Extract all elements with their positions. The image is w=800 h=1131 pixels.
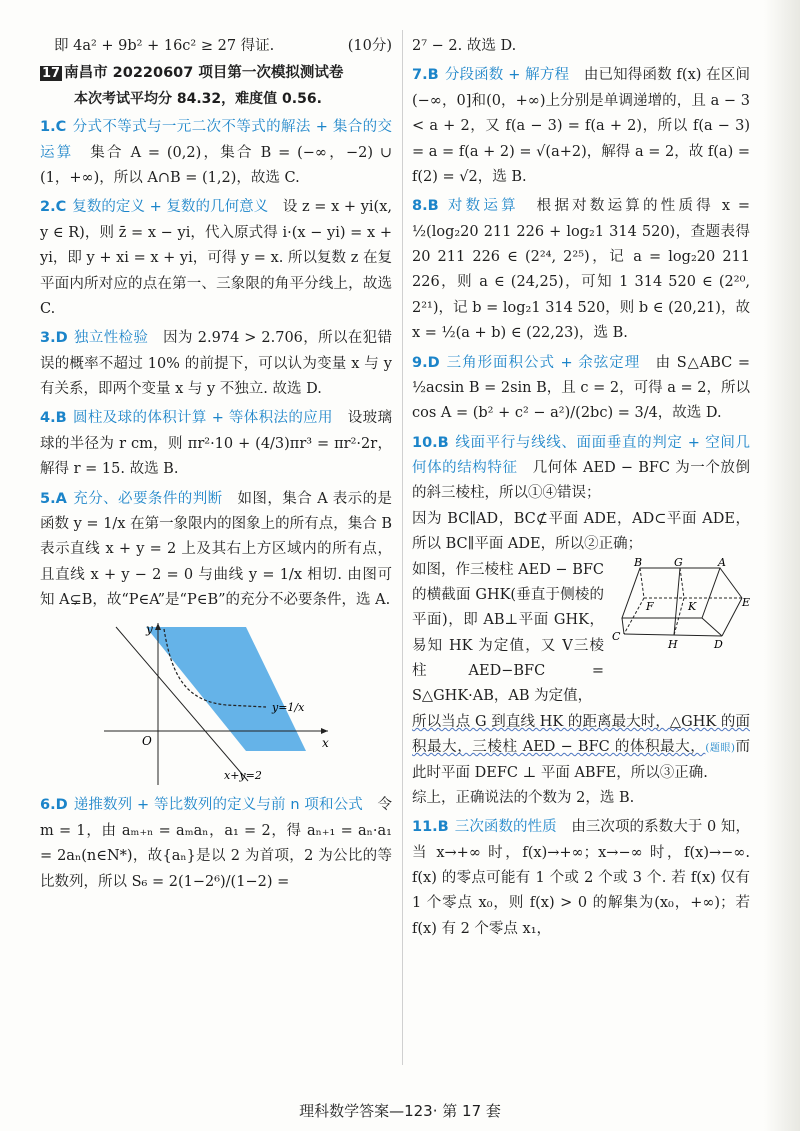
answer-number: 9.D [412,354,440,371]
answer-10 [412,431,750,507]
prism-top-face [622,568,720,618]
answer-topic: 对数运算 [444,198,519,215]
answer-10-key-step: 所以当点 G 到直线 HK 的距离最大时，△GHK 的面积最大，三棱柱 AED − BFC 的体积最大， [412,713,750,756]
answer-1 [40,115,392,191]
answer-10-summary: 综上，正确说法的个数为 2，选 B. [412,789,635,806]
answer-topic: 三次函数的性质 [454,819,557,836]
vertex-H: H [668,637,678,650]
right-column [412,34,750,942]
answer-3 [40,326,392,402]
prev-proof-line [40,34,392,59]
answer-number: 8.B [412,198,439,215]
answer-topic: 分段函数 + 解方程 [444,67,570,84]
page-footer: 理科数学答案—123· 第 17 套 [299,1102,501,1120]
section-edge [680,568,684,598]
answer-8 [412,194,750,346]
prism-edge [722,598,742,636]
region-graph [96,619,336,789]
answer-text: 根据对数运算的性质得 x = ½(log₂20 211 226 + log₂1 314 520)，查题表得 20 211 226 ∈ (2²⁴, 2²⁵)，记 a = log₂20 211 226，则 a ∈ (24,25)，可知 1 314 520 ∈ (2²⁰, 2²¹)，记 b = log₂1 314 520，则 b ∈ (20,21)，故 x = ½(a + b) ∈ (22,23)，选 B. [412,198,751,342]
answer-text: 因为 2.974 > 2.706，所以在犯错误的概率不超过 10% 的前提下，可以认为变量 x 与 y 有关系，即两个变量 x 与 y 不独立. 故选 D. [40,330,393,397]
answer-number: 6.D [40,797,68,814]
vertex-D: D [714,637,723,650]
answer-10-para-2: 因为 BC∥AD，BC⊄平面 ADE，AD⊂平面 ADE，所以 BC∥平面 ADE，所以②正确； [412,510,750,553]
answer-topic: 复数的定义 + 复数的几何意义 [72,199,269,216]
prism-edge [624,634,722,636]
proof-conclusion: 即 4a² + 9b² + 16c² ≥ 27 得证. [54,38,275,54]
page-edge-shadow [764,0,800,1131]
answer-number: 5.A [40,490,67,507]
answer-4 [40,406,392,482]
answer-5 [40,487,392,614]
prism-edge [622,618,624,634]
prism-hidden-edge [640,568,644,598]
answer-topic: 分式不等式与一元二次不等式的解法 + 集合的交运算 [40,119,392,161]
score: (10分) [347,38,392,54]
column-divider [402,30,403,1065]
answer-text: 令 m = 1，由 aₘ₊ₙ = aₘaₙ，a₁ = 2，得 aₙ₊₁ = aₙ·a₁ = 2aₙ(n∈N*)，故{aₙ}是以 2 为首项，2 为公比的等比数列，所以 S₆ = 2(1−2⁶)/(1−2) = [40,797,392,890]
y-axis-label: y [146,622,153,637]
answer-topic: 线面平行与线线、面面垂直的判定 + 空间几何体的结构特征 [412,434,750,476]
answer-text: 如图，集合 A 表示的是函数 y = 1/x 在第一象限内的图象上的所有点，集合 B 表示直线 x + y = 2 上及其右上方区域内的所有点，且直线 x + y − 2 = 0 与曲线 y = 1/x 相切. 由图可知 A⊊B，故“P∈A”是“P∈B”的充分不必要条件，选 A. [40,490,392,608]
origin-label: O [142,734,152,749]
vertex-K: K [688,599,697,613]
key-note-tag: (题眼) [705,743,735,755]
answer-text: 设 z = x + yi(x, y ∈ R)，则 z̄ = x − yi，代入原式得 i·(x − yi) = x + yi，即 y + xi = x + yi，可得 y = x. 所以复数 z 在复平面内所对应的点在第一、三象限的角平分线上，故选 C. [40,199,393,317]
answer-2 [40,195,392,322]
answer-11 [412,815,750,942]
vertex-B: B [634,557,643,569]
y-axis-arrow [155,623,161,630]
region-shading [146,627,306,751]
left-column [40,34,392,895]
answer-number: 4.B [40,410,67,427]
continued-answer-6: 2⁷ − 2. 故选 D. [412,38,517,54]
prism-edge [720,568,742,598]
vertex-A: A [718,557,726,569]
answer-number: 7.B [412,67,439,84]
x-axis-arrow [321,728,328,734]
answer-number: 1.C [40,119,67,136]
section-header [40,61,392,86]
prism-edge [702,618,722,636]
prism-figure [610,558,750,650]
vertex-F: F [646,599,654,613]
answer-text: 集合 A = (0,2)，集合 B = (−∞，−2) ∪ (1，+∞)，所以 A∩B = (1,2)，故选 C. [40,144,392,186]
answer-topic: 三角形面积公式 + 余弦定理 [445,354,641,371]
answer-10-para-4 [412,710,750,786]
line-label: x+y=2 [224,769,262,783]
answer-topic: 圆柱及球的体积计算 + 等体积法的应用 [72,410,333,427]
answer-6 [40,793,392,895]
section-badge: 17 [42,66,61,82]
answer-text: 由已知得函数 f(x) 在区间(−∞，0]和(0，+∞)上分别是单调递增的，且 a − 3 < a + 2，又 f(a − 3) = f(a + 2)，所以 f(a − 3) = a = f(a + 2) = √(a+2)，解得 a = 2，故 f(a) = f(2) = √2，选 B. [412,67,751,185]
answer-7 [412,63,750,190]
x-axis-label: x [322,736,329,751]
answer-9 [412,351,750,427]
answer-10-figure-row [412,558,750,710]
curve-label: y=1/x [272,701,305,715]
answer-10-para-3: 如图，作三棱柱 AED − BFC 的横截面 GHK(垂直于侧棱的平面)，即 AB⊥平面 GHK，易知 HK 为定值，又 V三棱柱AED−BFC = S△GHK·AB，AB 为定值， [412,561,604,705]
answer-number: 10.B [412,434,449,451]
answer-number: 11.B [412,819,449,836]
answer-topic: 充分、必要条件的判断 [72,490,223,507]
answer-text: 设玻璃球的半径为 r cm，则 πr²·10 + (4/3)πr³ = πr²·2r，解得 r = 15. 故选 B. [40,410,393,478]
answer-text: 几何体 AED − BFC 为一个放倒的斜三棱柱，所以①④错误； [412,460,751,502]
answer-10-tail: 而此时平面 DEFC ⊥ 平面 ABFE，所以③正确. [412,739,751,781]
vertex-E: E [742,595,750,609]
answer-topic: 独立性检验 [73,330,149,347]
answer-number: 2.C [40,199,67,216]
answer-text: 由三次项的系数大于 0 知，当 x→+∞ 时，f(x)→+∞；x→−∞ 时，f(x)→−∞. f(x) 的零点可能有 1 个或 2 个或 3 个. 若 f(x) 仅有 1 个零点 x₀，则 f(x) > 0 的解集为(x₀，+∞)；若 f(x) 有 2 个零点 x₁， [412,819,750,937]
answer-topic: 递推数列 + 等比数列的定义与前 n 项和公式 [73,797,363,814]
section-title: 南昌市 20220607 项目第一次模拟测试卷 [64,65,344,82]
exam-stats: 本次考试平均分 84.32，难度值 0.56. [74,90,322,107]
vertex-G: G [674,557,683,569]
vertex-C: C [612,629,621,643]
answer-number: 3.D [40,330,68,347]
answer-text: 由 S△ABC = ½acsin B = 2sin B，且 c = 2，可得 a = 2，所以 cos A = (b² + c² − a²)/(2bc) = 3/4，故选 D. [412,354,750,422]
